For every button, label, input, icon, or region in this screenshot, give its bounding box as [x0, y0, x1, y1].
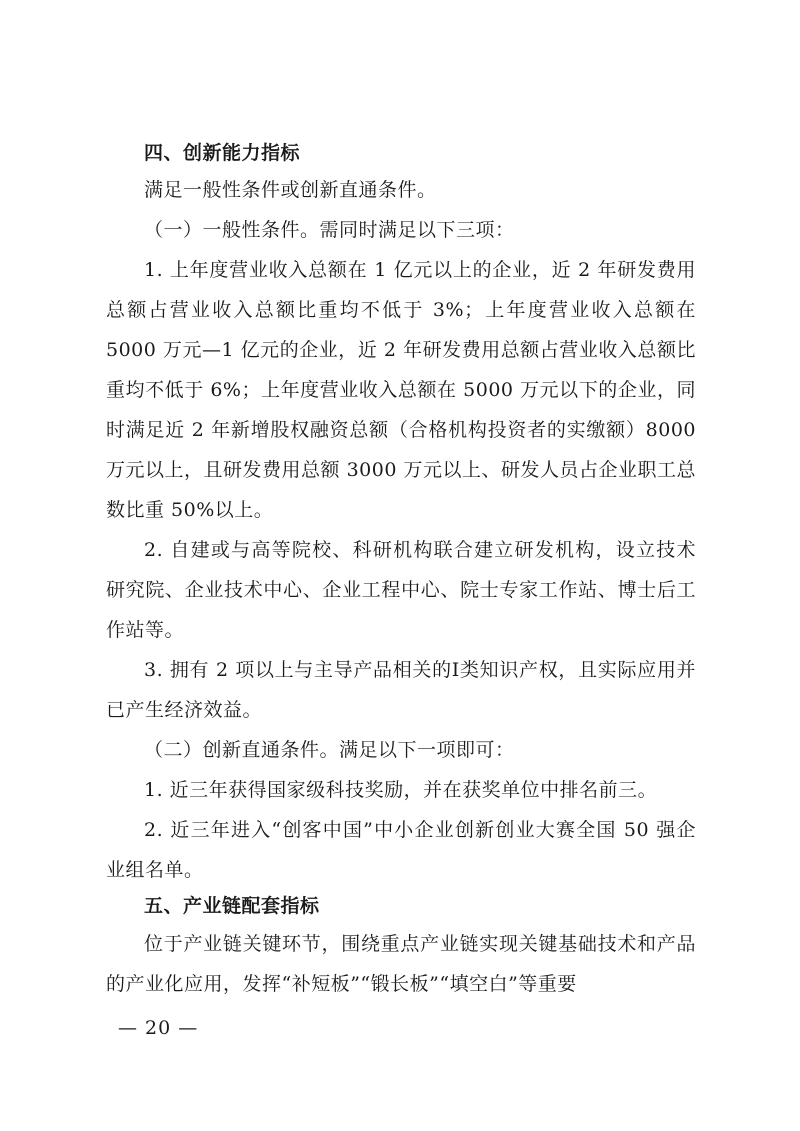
section-5-heading: 五、产业链配套指标 — [144, 895, 320, 917]
direct-conditions-title: （二）创新直通条件。满足以下一项即可： — [144, 739, 515, 761]
section-4-heading: 四、创新能力指标 — [144, 142, 301, 164]
direct-condition-item-2: 2. 近三年进入“创客中国”中小企业创新创业大赛全国 50 强企业组名单。 — [106, 819, 696, 881]
section-5-paragraph: 位于产业链关键环节，围绕重点产业链实现关键基础技术和产品的产业化应用，发挥“补短板”“锻长板”“填空白”等重要 — [106, 933, 696, 995]
section-4-intro: 满足一般性条件或创新直通条件。 — [144, 179, 437, 201]
direct-condition-item-1: 1. 近三年获得国家级科技奖励，并在获奖单位中排名前三。 — [144, 779, 658, 801]
general-condition-item-2: 2. 自建或与高等院校、科研机构联合建立研发机构，设立技术研究院、企业技术中心、企业工程中心、院士专家工作站、博士后工作站等。 — [106, 539, 696, 641]
general-conditions-title: （一）一般性条件。需同时满足以下三项： — [144, 219, 515, 241]
general-condition-item-1: 1. 上年度营业收入总额在 1 亿元以上的企业，近 2 年研发费用总额占营业收入总额比重均不低于 3%；上年度营业收入总额在 5000 万元—1 亿元的企业，近 2 年研发费用总额占营业收入总额比重均不低于 6%；上年度营业收入总额在 5000 万元以下的企业，同时满足近 2 年新增股权融资总额（合格机构投资者的实缴额）8000 万元以上，且研发费用总额 3000 万元以上、研发人员占企业职工总数比重 50%以上。 — [106, 259, 696, 521]
general-condition-item-3: 3. 拥有 2 项以上与主导产品相关的Ⅰ类知识产权，且实际应用并已产生经济效益。 — [106, 659, 696, 721]
page-number: — 20 — — [118, 1017, 199, 1039]
